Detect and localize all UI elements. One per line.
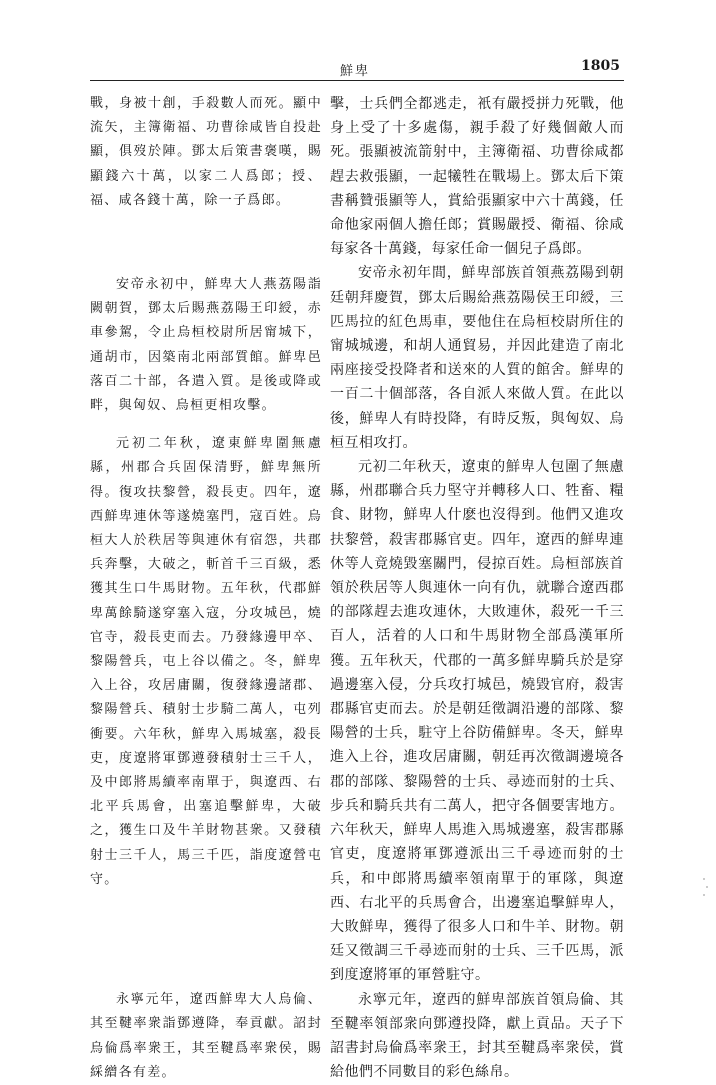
classical-paragraph-1: 戰，身被十創，手殺數人而死。顯中流矢，主簿衛福、功曹徐咸皆自投赴顯，俱歿於陣。鄧太后策書褒嘆，賜顯錢六十萬，以家二人爲郎；授、福、咸各錢十萬，除一子爲郎。	[90, 96, 322, 208]
translation-text-column	[330, 92, 624, 1084]
translation-paragraph-3: 元初二年秋天，遼東的鮮卑人包圍了無慮縣，州郡聯合兵力堅守并轉移人口、牲畜、糧食、財物，鮮卑人什麽也沒得到。他們又進攻扶黎營，殺害郡縣官吏。四年，遼西的鮮卑連休等人竟燒毀塞關門，侵掠百姓。烏桓部族首領於秩居等人與連休一向有仇，就聯合遼西郡的部隊趕去進攻連休，大敗連休，殺死一千三百人，活着的人口和牛馬財物全部爲漢軍所獲。五年秋天，代郡的一萬多鮮卑騎兵於是穿過邊塞入侵，分兵攻打城邑，燒毀官府，殺害郡縣官吏而去。於是朝廷徵調沿邊的部隊、黎陽營的士兵，駐守上谷防備鮮卑。冬天，鮮卑進入上谷，進攻居庸關，朝廷再次徵調邊境各郡的部隊、黎陽營的士兵、尋迹而射的士兵、步兵和騎兵共有二萬人，把守各個要害地方。六年秋天，鮮卑人馬進入馬城邊塞，殺害郡縣官吏，度遼將軍鄧遵派出三千尋迹而射的士兵，和中郎將馬續率領南單于的軍隊，與遼西、右北平的兵馬會合，出邊塞追擊鮮卑人，大敗鮮卑，獲得了很多人口和牛羊、財物。朝廷又徵調三千尋迹而射的士兵、三千匹馬，派到度遼將軍的軍營駐守。	[330, 459, 624, 984]
header-rule	[90, 80, 624, 81]
classical-text-column	[90, 92, 322, 1085]
translation-paragraph-1: 擊，士兵們全都逃走，衹有嚴授拼力死戰，他身上受了十多處傷，親手殺了好幾個敵人而死。張顯被流箭射中，主簿衛福、功曹徐咸都趕去救張顯，一起犧牲在戰場上。鄧太后下策書稱贊張顯等人，賞給張顯家中六十萬錢，任命他家兩個人擔任郎；賞賜嚴授、衛福、徐咸每家各十萬錢，每家任命一個兒子爲郎。	[330, 96, 624, 258]
classical-paragraph-3: 元初二年秋，遼東鮮卑圍無慮縣，州郡合兵固保清野，鮮卑無所得。復攻扶黎營，殺長吏。四年，遼西鮮卑連休等遂燒塞門，寇百姓。烏桓大人於秩居等與連休有宿怨，共郡兵奔擊，大破之，斬首千三百級，悉獲其生口牛馬財物。五年秋，代郡鮮卑萬餘騎遂穿塞入寇，分攻城邑，燒官寺，殺長吏而去。乃發緣邊甲卒、黎陽營兵，屯上谷以備之。冬，鮮卑入上谷，攻居庸關，復發緣邊諸郡、黎陽營兵、積射士步騎二萬人，屯列衝要。六年秋，鮮卑入馬城塞，殺長吏，度遼將軍鄧遵發積射士三千人，及中郎將馬續率南單于，與遼西、右北平兵馬會，出塞追擊鮮卑，大破之，獲生口及牛羊財物甚衆。又發積射士三千人，馬三千匹，詣度遼營屯守。	[90, 436, 322, 887]
classical-paragraph-2: 安帝永初中，鮮卑大人燕荔陽詣闕朝賀，鄧太后賜燕荔陽王印綬，赤車參駕，令止烏桓校尉所居甯城下，通胡市，因築南北兩部質館。鮮卑邑落百二十部，各遣入質。是後或降或畔，與匈奴、烏桓更相攻擊。	[90, 277, 322, 414]
running-header	[90, 58, 620, 80]
page-number: 1805	[581, 58, 620, 74]
classical-paragraph-4: 永寧元年，遼西鮮卑大人烏倫、其至鞬率衆詣鄧遵降，奉貢獻。詔封烏倫爲率衆王，其至鞬爲率衆侯，賜綵繒各有差。	[90, 992, 322, 1080]
scan-speck	[703, 878, 705, 880]
running-title: 鮮卑	[339, 64, 370, 79]
scan-speck	[703, 894, 705, 896]
translation-paragraph-4: 永寧元年，遼西的鮮卑部族首領烏倫、其至鞬率領部衆向鄧遵投降，獻上貢品。天子下詔書封烏倫爲率衆王，封其至鞬爲率衆侯，賞給他們不同數目的彩色絲帛。	[330, 991, 624, 1081]
translation-paragraph-2: 安帝永初年間，鮮卑部族首領燕荔陽到朝廷朝拜慶賀，鄧太后賜給燕荔陽侯王印綬，三匹馬拉的紅色馬車，要他住在烏桓校尉所住的甯城城邊，和胡人通貿易，并因此建造了南北兩座接受投降者和送來的人質的館舍。鮮卑的一百二十個部落，各自派人來做人質。在此以後，鮮卑人有時投降，有時反叛，與匈奴、烏桓互相攻打。	[330, 265, 624, 451]
scan-speck	[706, 886, 708, 888]
